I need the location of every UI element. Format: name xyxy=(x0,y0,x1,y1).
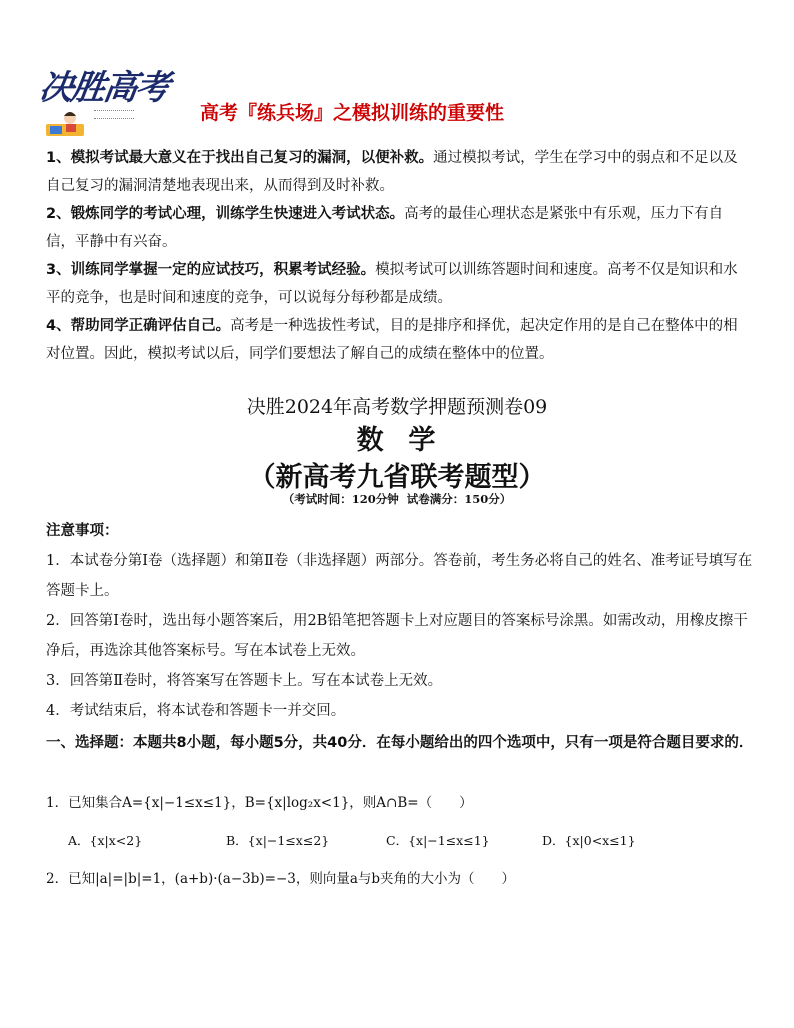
importance-item-heading: 4、帮助同学正确评估自己。 xyxy=(46,318,231,334)
exam-type: （新高考九省联考题型） xyxy=(248,462,546,493)
importance-item-text: 高考是一种选拔性考试，目的是排序和择优，起决定作用的是自己在整体中的相对位置。因此，模拟考试以后，同学们要想法了解自己的成绩在整体中的位置。 xyxy=(46,318,738,362)
question-1-option-c: C．{x|−1≤x≤1} xyxy=(386,833,490,848)
importance-item-heading: 1、模拟考试最大意义在于找出自己复习的漏洞，以便补救。 xyxy=(46,150,434,166)
banner-title: 高考『练兵场』之模拟训练的重要性 xyxy=(200,102,505,124)
importance-item-text: 通过模拟考试，学生在学习中的弱点和不足以及自己复习的漏洞清楚地表现出来，从而得到及时补救。 xyxy=(46,150,738,194)
importance-item-heading: 2、锻炼同学的考试心理，训练学生快速进入考试状态。 xyxy=(46,206,405,222)
importance-list xyxy=(46,144,746,368)
logo-title: 决胜高考 xyxy=(36,68,171,108)
importance-item xyxy=(46,256,746,312)
question-2-stem: 2．已知|a|=|b|=1，(a+b)·(a−3b)=−3，则向量a与b夹角的大小为（ ） xyxy=(46,871,516,887)
notes-section xyxy=(46,516,756,726)
question-1-option-d: D．{x|0<x≤1} xyxy=(542,833,636,848)
question-1-options xyxy=(46,828,756,854)
note-item: 2．回答第Ⅰ卷时，选出每小题答案后，用2B铅笔把答题卡上对应题目的答案标号涂黑。如需改动，用橡皮擦干净后，再选涂其他答案标号。写在本试卷上无效。 xyxy=(46,613,748,659)
importance-item xyxy=(46,200,746,256)
notes-heading: 注意事项： xyxy=(46,523,119,539)
logo-small-text xyxy=(94,108,134,122)
student-illustration-icon xyxy=(44,104,90,140)
question-1-stem: 1．已知集合A={x|−1≤x≤1}，B={x|log₂x<1}，则A∩B=（ ） xyxy=(46,795,473,811)
question-1-option-b: B．{x|−1≤x≤2} xyxy=(226,833,330,848)
importance-item-heading: 3、训练同学掌握一定的应试技巧，积累考试经验。 xyxy=(46,262,376,278)
brand-logo xyxy=(36,60,171,144)
note-item: 1．本试卷分第Ⅰ卷（选择题）和第Ⅱ卷（非选择题）两部分。答卷前，考生务必将自己的姓名、准考证号填写在答题卡上。 xyxy=(46,553,753,599)
note-item: 4．考试结束后，将本试卷和答题卡一并交回。 xyxy=(46,703,346,719)
importance-item xyxy=(46,312,746,368)
note-item: 3．回答第Ⅱ卷时，将答案写在答题卡上。写在本试卷上无效。 xyxy=(46,673,443,689)
importance-item-text: 模拟考试可以训练答题时间和速度。高考不仅是知识和水平的竞争，也是时间和速度的竞争，可以说每分每秒都是成绩。 xyxy=(46,262,738,306)
question-1-option-a: A．{x|x<2} xyxy=(68,833,143,848)
importance-item xyxy=(46,144,746,200)
exam-subject: 数 学 xyxy=(356,425,438,456)
importance-item-text: 高考的最佳心理状态是紧张中有乐观，压力下有自信，平静中有兴奋。 xyxy=(46,206,724,250)
section-heading: 一、选择题：本题共8小题，每小题5分，共40分．在每小题给出的四个选项中，只有一项是符合题目要求的． xyxy=(46,735,754,751)
exam-title: 决胜2024年高考数学押题预测卷09 xyxy=(246,396,548,418)
exam-info: （考试时间：120分钟 试卷满分：150分） xyxy=(282,492,512,506)
